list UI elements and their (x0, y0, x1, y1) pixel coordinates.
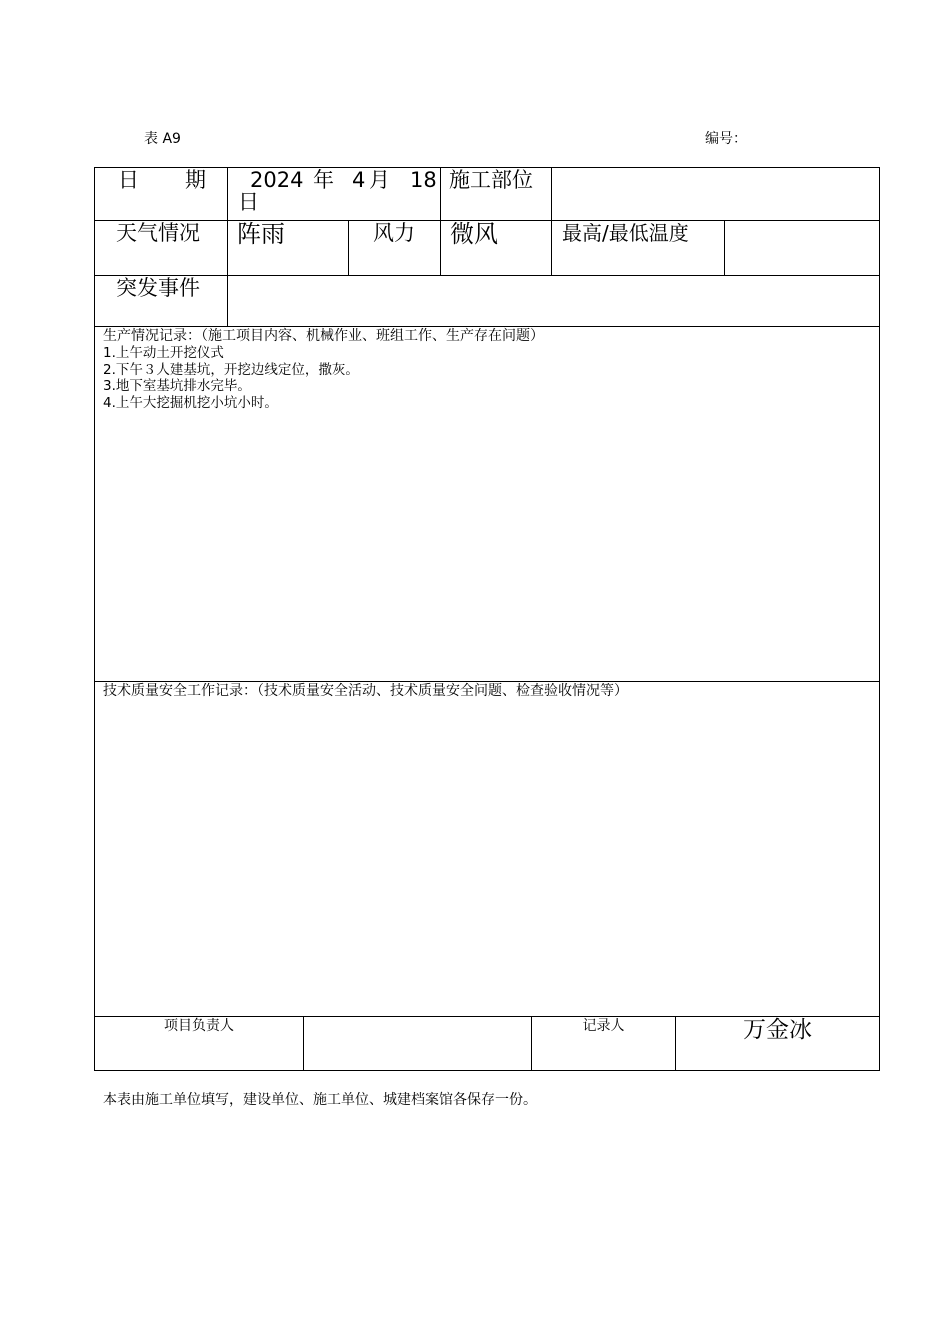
weather-label: 天气情况 (116, 221, 200, 245)
table-col-rule (348, 220, 349, 276)
date-label-char-1: 日 (118, 168, 139, 192)
table-border-right (879, 167, 880, 1071)
production-heading: 生产情况记录：（施工项目内容、机械作业、班组工作、生产存在问题） (103, 328, 544, 344)
footnote: 本表由施工单位填写，建设单位、施工单位、城建档案馆各保存一份。 (103, 1092, 537, 1108)
date-value (238, 169, 438, 219)
list-item: 2.下午３人建基坑，开挖边线定位，撒灰。 (103, 361, 359, 378)
date-label-char-2: 期 (185, 168, 206, 192)
date-year-unit: 年 (313, 168, 334, 192)
recorder-label: 记录人 (582, 1018, 625, 1034)
table-col-rule (551, 167, 552, 276)
recorder-value: 万金冰 (743, 1017, 812, 1043)
form-code: 表 A9 (144, 131, 181, 147)
table-col-rule (227, 167, 228, 276)
date-day-unit: 日 (238, 190, 259, 214)
list-item: 3.地下室基坑排水完毕。 (103, 378, 251, 394)
temperature-label: 最高/最低温度 (562, 221, 689, 245)
quality-safety-heading: 技术质量安全工作记录：（技术质量安全活动、技术质量安全问题、检查验收情况等） (103, 683, 628, 699)
production-list (103, 345, 359, 411)
weather-value: 阵雨 (237, 220, 285, 248)
table-rule (94, 326, 880, 327)
table-border-bottom (94, 1070, 880, 1071)
table-col-rule (724, 220, 725, 276)
incident-label: 突发事件 (116, 276, 200, 300)
wind-value: 微风 (450, 220, 498, 248)
table-border-left (94, 167, 95, 1071)
table-col-rule (440, 167, 441, 276)
date-year: 2024 (250, 168, 304, 192)
location-label: 施工部位 (449, 168, 533, 192)
table-col-rule (303, 1016, 304, 1071)
table-rule (94, 275, 880, 276)
date-month: 4 (352, 168, 366, 192)
list-item: 1.上午动土开挖仪式 (103, 345, 224, 361)
serial-number-label: 编号： (705, 131, 747, 147)
table-col-rule (227, 275, 228, 327)
table-rule (94, 681, 880, 682)
list-item: 4.上午大挖掘机挖小坑小时。 (103, 394, 278, 411)
manager-label: 项目负责人 (164, 1018, 234, 1034)
date-day: 18 (410, 168, 437, 192)
wind-label: 风力 (373, 221, 415, 245)
date-month-unit: 月 (369, 168, 390, 192)
